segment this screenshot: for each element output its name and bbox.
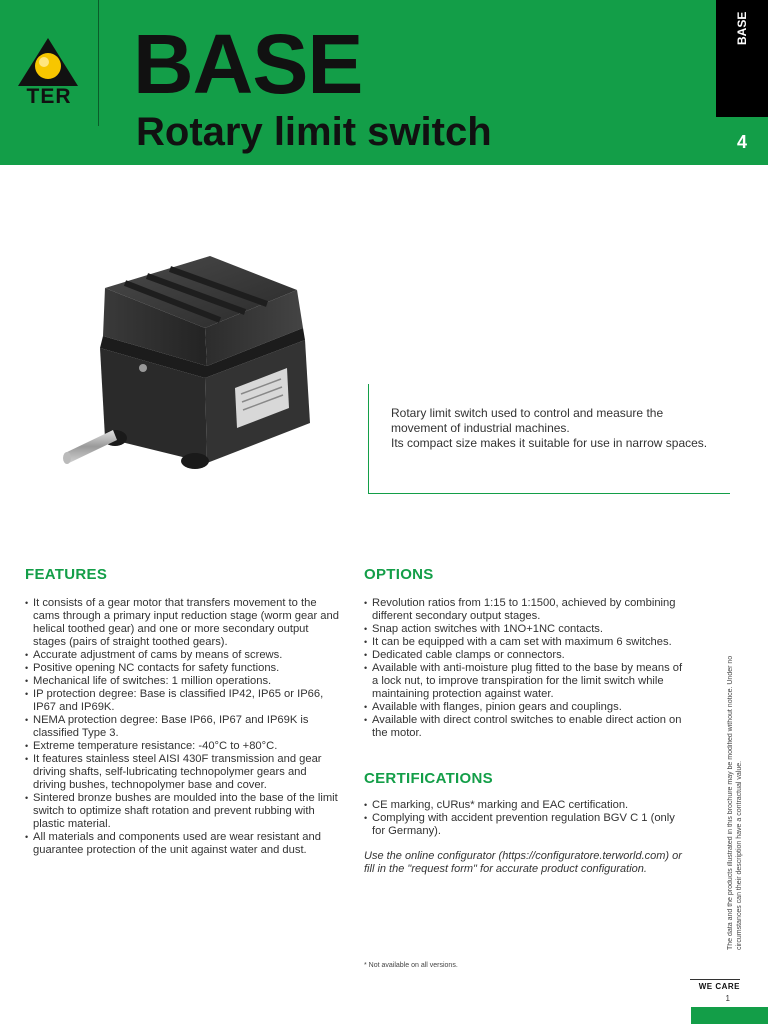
ter-logo xyxy=(0,0,98,126)
options-list xyxy=(364,597,686,740)
list-item: • All materials and components used are wear resistant and guarantee protection of the unit against water and dust. xyxy=(25,831,340,857)
intro-text xyxy=(391,406,711,451)
list-item: • Available with direct control switches to enable direct action on the motor. xyxy=(364,714,686,740)
list-item: • It can be equipped with a cam set with maximum 6 switches. xyxy=(364,636,686,649)
list-item: • It features stainless steel AISI 430F transmission and gear driving shafts, self-lubricating technopolymer gears and driving bushes, technopolymer base and cover. xyxy=(25,753,340,792)
list-item: • NEMA protection degree: Base IP66, IP67 and IP69K is classified Type 3. xyxy=(25,714,340,740)
section-tab-label: BASE xyxy=(735,11,749,45)
section-number: 4 xyxy=(736,132,747,152)
list-item: • CE marking, cURus* marking and EAC certification. xyxy=(364,799,686,812)
list-item: • Positive opening NC contacts for safety functions. xyxy=(25,662,340,675)
certifications-list xyxy=(364,799,686,838)
list-item: • Complying with accident prevention regulation BGV C 1 (only for Germany). xyxy=(364,812,686,838)
list-item: • Mechanical life of switches: 1 million operations. xyxy=(25,675,340,688)
page-subtitle: Rotary limit switch xyxy=(136,110,492,154)
logo-divider xyxy=(98,0,99,126)
intro-line: Its compact size makes it suitable for use in narrow spaces. xyxy=(391,436,708,450)
legal-disclaimer: The data and the products illustrated in this brochure may be modified without notice. Under no circumstances can their description have a contractual value. xyxy=(727,655,743,950)
list-item: • Revolution ratios from 1:15 to 1:1500, achieved by combining different secondary output stages. xyxy=(364,597,686,623)
header-band xyxy=(0,0,768,165)
features-list xyxy=(25,597,340,857)
product-image-icon xyxy=(55,248,325,478)
list-item: • Snap action switches with 1NO+1NC contacts. xyxy=(364,623,686,636)
we-care-logo: WE CARE xyxy=(698,982,740,991)
certifications-heading: CERTIFICATIONS xyxy=(364,770,493,787)
page-number: 1 xyxy=(725,994,730,1003)
page-title: BASE xyxy=(133,17,363,111)
list-item: • Accurate adjustment of cams by means of screws. xyxy=(25,649,340,662)
features-heading: FEATURES xyxy=(25,566,108,583)
footer-rule xyxy=(690,979,740,980)
footnote: * Not available on all versions. xyxy=(364,962,458,969)
list-item: • Extreme temperature resistance: -40°C to +80°C. xyxy=(25,740,340,753)
list-item: • Available with flanges, pinion gears and couplings. xyxy=(364,701,686,714)
list-item: • IP protection degree: Base is classified IP42, IP65 or IP66, IP67 and IP69K. xyxy=(25,688,340,714)
logo-wordmark: TER xyxy=(26,85,72,108)
list-item: • It consists of a gear motor that transfers movement to the cams through a primary input reduction stage (worm gear and helical toothed gear) and one or more secondary output stages (pairs of straight toothed gears). xyxy=(25,597,340,649)
ter-logo-icon xyxy=(16,36,80,88)
intro-box xyxy=(368,384,730,494)
list-item: • Available with anti-moisture plug fitted to the base by means of a lock nut, to improve transpiration for the limit switch while maintaining protection against water. xyxy=(364,662,686,701)
intro-line: Rotary limit switch used to control and measure the movement of industrial machines. xyxy=(391,406,664,435)
list-item: • Sintered bronze bushes are moulded into the base of the limit switch to optimize shaft rotation and prevent rubbing with plastic material. xyxy=(25,792,340,831)
configurator-note: Use the online configurator (https://configuratore.terworld.com) or fill in the "request form" for accurate product configuration. xyxy=(364,850,682,875)
options-heading: OPTIONS xyxy=(364,566,434,583)
section-tab xyxy=(716,0,768,117)
list-item: • Dedicated cable clamps or connectors. xyxy=(364,649,686,662)
footer-green-bar xyxy=(691,1007,768,1024)
